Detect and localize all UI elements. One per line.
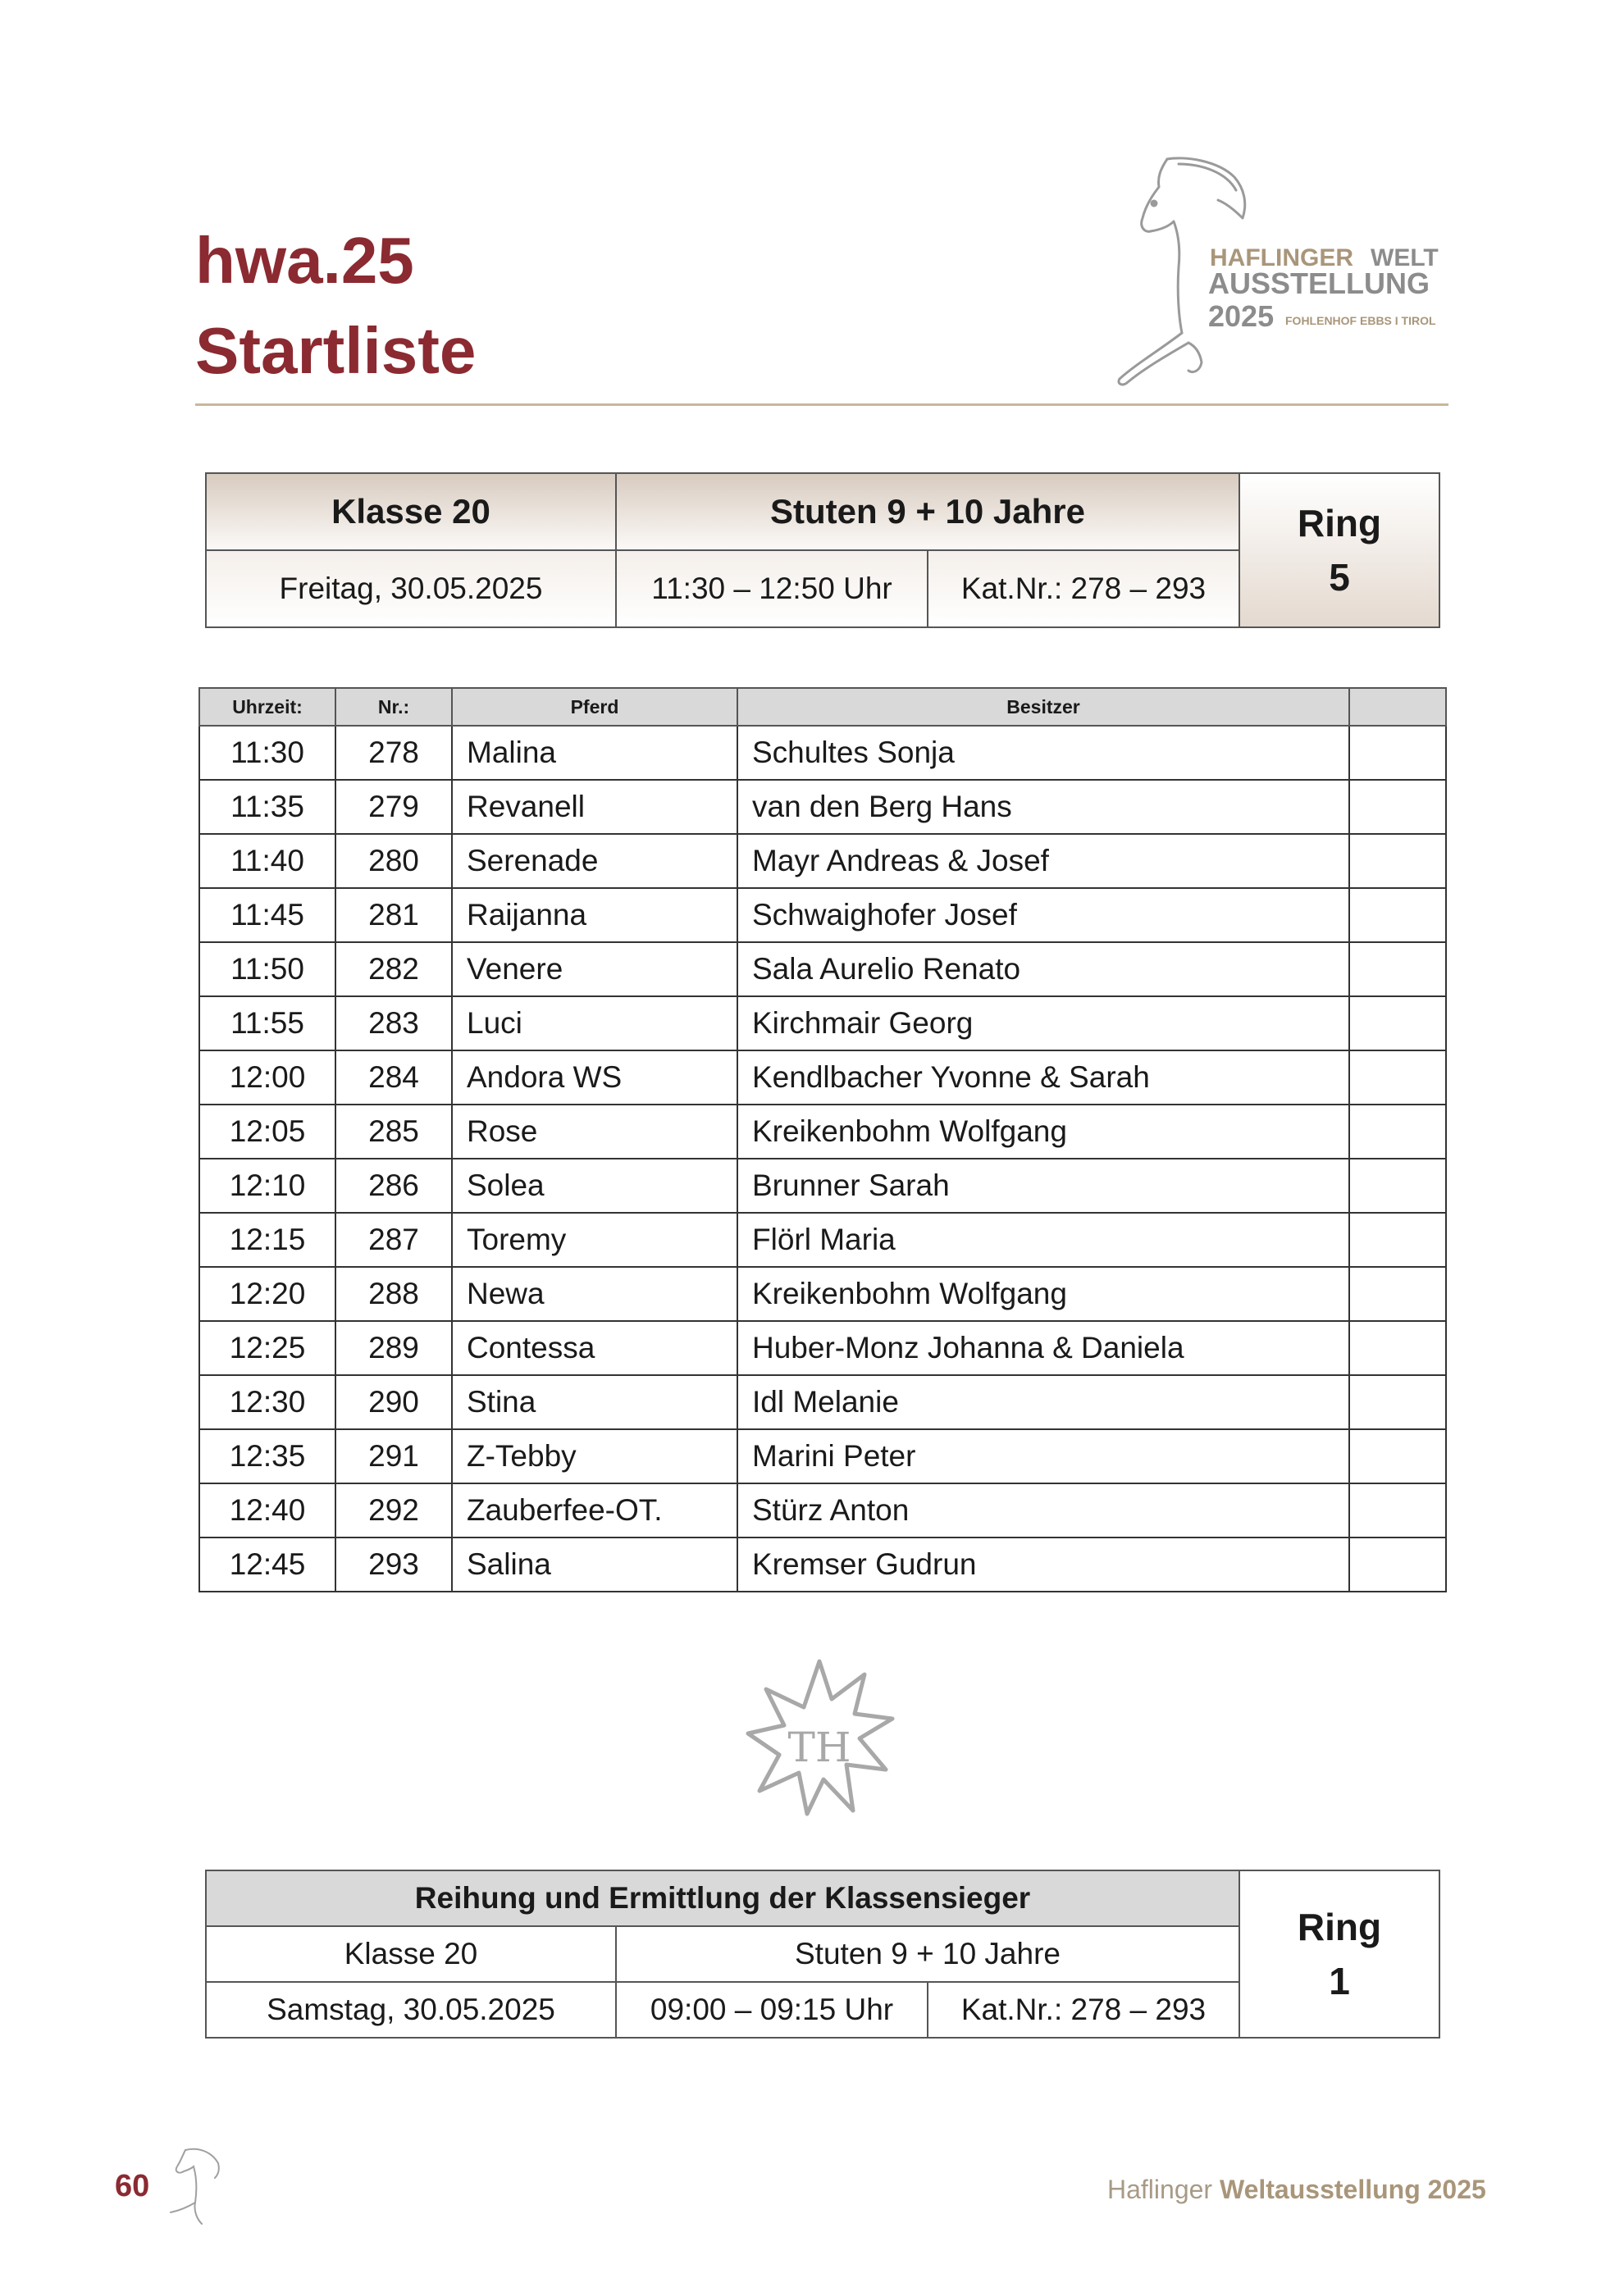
edelweiss-emblem: [741, 1650, 897, 1824]
cell-nr: 280: [335, 834, 452, 888]
cell-owner: Schultes Sonja: [737, 726, 1349, 780]
class-date: Freitag, 30.05.2025: [206, 550, 616, 627]
cell-horse: Andora WS: [452, 1050, 737, 1105]
champion-info-box: [205, 1870, 1440, 2039]
cell-blank: [1349, 1159, 1446, 1213]
cell-blank: [1349, 1321, 1446, 1375]
champion-class-number: Klasse 20: [206, 1926, 616, 1982]
table-row: [199, 834, 1446, 888]
table-row: [199, 1050, 1446, 1105]
cell-time: 12:35: [199, 1429, 335, 1483]
page-title-line2: Startliste: [195, 314, 477, 387]
logo-venue: FOHLENHOF EBBS I TIROL: [1285, 314, 1436, 327]
cell-nr: 286: [335, 1159, 452, 1213]
champion-ring-cell: [1239, 1870, 1439, 2038]
champion-title: Reihung und Ermittlung der Klassensieger: [206, 1870, 1239, 1926]
cell-time: 11:50: [199, 942, 335, 996]
cell-blank: [1349, 996, 1446, 1050]
cell-time: 12:25: [199, 1321, 335, 1375]
cell-nr: 289: [335, 1321, 452, 1375]
table-row: [199, 888, 1446, 942]
table-row: [199, 1538, 1446, 1592]
table-row: [199, 780, 1446, 834]
cell-time: 11:55: [199, 996, 335, 1050]
cell-nr: 292: [335, 1483, 452, 1538]
cell-horse: Zauberfee-OT.: [452, 1483, 737, 1538]
cell-time: 12:05: [199, 1105, 335, 1159]
page-title-line1: hwa.25: [195, 224, 414, 297]
champion-katnr: Kat.Nr.: 278 – 293: [928, 1982, 1239, 2038]
logo-year: 2025: [1208, 299, 1275, 333]
class-category: Stuten 9 + 10 Jahre: [616, 473, 1239, 550]
cell-blank: [1349, 888, 1446, 942]
cell-time: 12:20: [199, 1267, 335, 1321]
cell-blank: [1349, 1375, 1446, 1429]
table-row: [199, 1213, 1446, 1267]
champion-date: Samstag, 30.05.2025: [206, 1982, 616, 2038]
cell-horse: Stina: [452, 1375, 737, 1429]
haflinger-logo: [1103, 153, 1448, 390]
champion-category: Stuten 9 + 10 Jahre: [616, 1926, 1239, 1982]
cell-owner: van den Berg Hans: [737, 780, 1349, 834]
cell-owner: Sala Aurelio Renato: [737, 942, 1349, 996]
cell-horse: Contessa: [452, 1321, 737, 1375]
column-header-owner: Besitzer: [737, 688, 1349, 726]
champion-ring-number: 1: [1329, 1960, 1350, 2002]
footer-brand-bold: Weltausstellung 2025: [1219, 2175, 1486, 2204]
cell-time: 11:35: [199, 780, 335, 834]
cell-time: 12:40: [199, 1483, 335, 1538]
class-info-box: [205, 472, 1440, 628]
cell-owner: Kremser Gudrun: [737, 1538, 1349, 1592]
page-number: 60: [115, 2169, 150, 2203]
cell-time: 12:45: [199, 1538, 335, 1592]
cell-nr: 284: [335, 1050, 452, 1105]
cell-nr: 278: [335, 726, 452, 780]
logo-line1a: HAFLINGER: [1210, 244, 1353, 271]
table-row: [199, 1159, 1446, 1213]
cell-owner: Kreikenbohm Wolfgang: [737, 1105, 1349, 1159]
footer-horse-icon: [161, 2142, 231, 2227]
cell-owner: Mayr Andreas & Josef: [737, 834, 1349, 888]
champion-time: 09:00 – 09:15 Uhr: [616, 1982, 928, 2038]
cell-blank: [1349, 1050, 1446, 1105]
cell-horse: Z-Tebby: [452, 1429, 737, 1483]
column-header-nr: Nr.:: [335, 688, 452, 726]
cell-blank: [1349, 1483, 1446, 1538]
footer-brand-light: Haflinger: [1107, 2175, 1213, 2204]
cell-blank: [1349, 1267, 1446, 1321]
cell-owner: Marini Peter: [737, 1429, 1349, 1483]
class-time: 11:30 – 12:50 Uhr: [616, 550, 928, 627]
table-row: [199, 1483, 1446, 1538]
cell-nr: 293: [335, 1538, 452, 1592]
cell-nr: 281: [335, 888, 452, 942]
start-list-table: [198, 687, 1447, 1592]
column-header-time: Uhrzeit:: [199, 688, 335, 726]
cell-nr: 288: [335, 1267, 452, 1321]
cell-nr: 285: [335, 1105, 452, 1159]
ring-label: Ring: [1297, 502, 1382, 544]
table-row: [199, 726, 1446, 780]
cell-horse: Malina: [452, 726, 737, 780]
cell-owner: Idl Melanie: [737, 1375, 1349, 1429]
table-row: [199, 996, 1446, 1050]
cell-horse: Luci: [452, 996, 737, 1050]
footer-brand: [1107, 2175, 1486, 2205]
cell-horse: Raijanna: [452, 888, 737, 942]
cell-owner: Kendlbacher Yvonne & Sarah: [737, 1050, 1349, 1105]
cell-blank: [1349, 942, 1446, 996]
table-row: [199, 942, 1446, 996]
cell-nr: 282: [335, 942, 452, 996]
cell-blank: [1349, 1105, 1446, 1159]
cell-blank: [1349, 726, 1446, 780]
ring-number: 5: [1329, 556, 1350, 599]
table-header-row: [199, 688, 1446, 726]
cell-time: 12:00: [199, 1050, 335, 1105]
cell-owner: Flörl Maria: [737, 1213, 1349, 1267]
cell-time: 11:40: [199, 834, 335, 888]
cell-horse: Salina: [452, 1538, 737, 1592]
cell-nr: 290: [335, 1375, 452, 1429]
cell-nr: 279: [335, 780, 452, 834]
class-number: Klasse 20: [206, 473, 616, 550]
table-row: [199, 1321, 1446, 1375]
cell-horse: Toremy: [452, 1213, 737, 1267]
table-row: [199, 1375, 1446, 1429]
cell-owner: Stürz Anton: [737, 1483, 1349, 1538]
ring-cell: [1239, 473, 1439, 627]
cell-owner: Huber-Monz Johanna & Daniela: [737, 1321, 1349, 1375]
cell-horse: Rose: [452, 1105, 737, 1159]
champion-ring-label: Ring: [1297, 1906, 1382, 1948]
header-divider: [195, 403, 1448, 406]
cell-horse: Serenade: [452, 834, 737, 888]
emblem-letters: TH: [787, 1724, 851, 1771]
cell-time: 12:10: [199, 1159, 335, 1213]
cell-owner: Kirchmair Georg: [737, 996, 1349, 1050]
cell-blank: [1349, 780, 1446, 834]
cell-blank: [1349, 1213, 1446, 1267]
cell-horse: Newa: [452, 1267, 737, 1321]
logo-line1b: WELT: [1371, 244, 1439, 271]
cell-time: 11:30: [199, 726, 335, 780]
cell-blank: [1349, 834, 1446, 888]
cell-blank: [1349, 1538, 1446, 1592]
table-row: [199, 1105, 1446, 1159]
column-header-blank: [1349, 688, 1446, 726]
cell-owner: Brunner Sarah: [737, 1159, 1349, 1213]
cell-horse: Revanell: [452, 780, 737, 834]
cell-nr: 287: [335, 1213, 452, 1267]
table-row: [199, 1267, 1446, 1321]
cell-time: 12:15: [199, 1213, 335, 1267]
cell-owner: Kreikenbohm Wolfgang: [737, 1267, 1349, 1321]
cell-owner: Schwaighofer Josef: [737, 888, 1349, 942]
cell-nr: 291: [335, 1429, 452, 1483]
cell-nr: 283: [335, 996, 452, 1050]
table-row: [199, 1429, 1446, 1483]
cell-horse: Solea: [452, 1159, 737, 1213]
cell-horse: Venere: [452, 942, 737, 996]
cell-time: 11:45: [199, 888, 335, 942]
logo-line2: AUSSTELLUNG: [1208, 266, 1430, 300]
cell-time: 12:30: [199, 1375, 335, 1429]
column-header-horse: Pferd: [452, 688, 737, 726]
cell-blank: [1349, 1429, 1446, 1483]
class-katnr: Kat.Nr.: 278 – 293: [928, 550, 1239, 627]
